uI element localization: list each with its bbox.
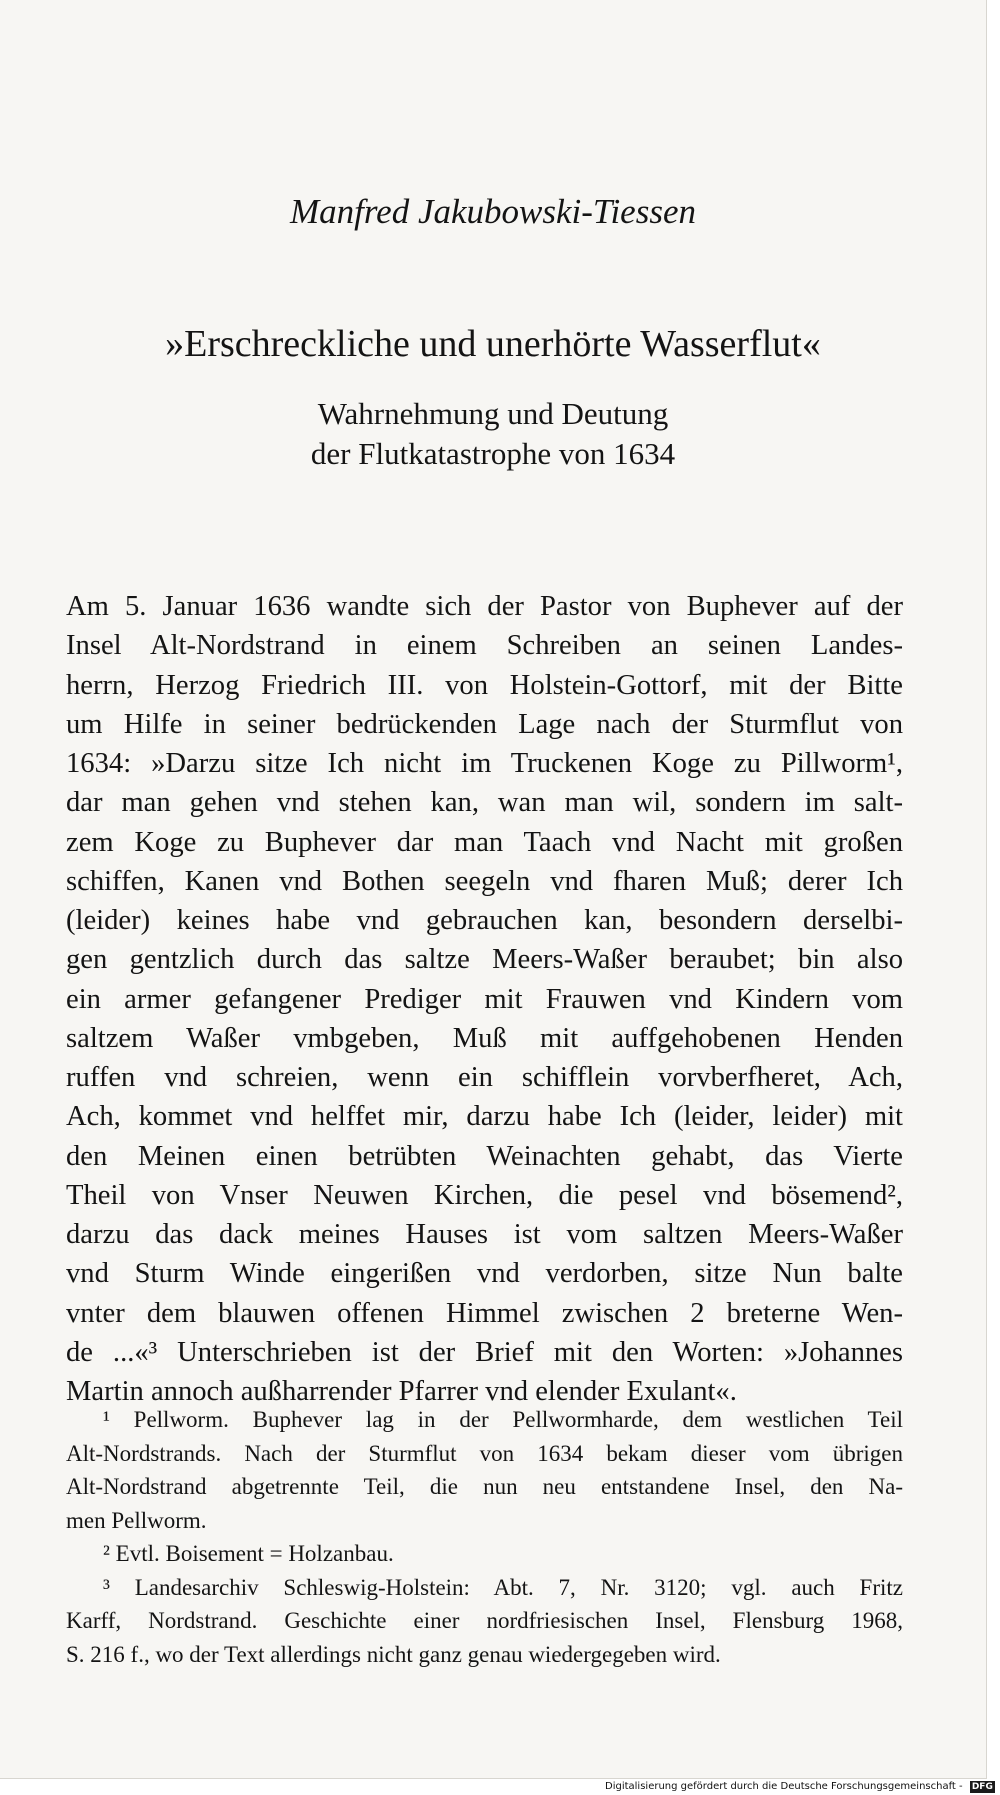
footnote-line: Alt-Nordstrands. Nach der Sturmflut von 1634 bekam dieser vom übrigen [66,1440,903,1466]
body-line: gen gentzlich durch das saltze Meers-Waßer beraubet; bin also [66,944,903,976]
body-line: saltzem Waßer vmbgeben, Muß mit auffgehobenen Henden [66,1022,903,1054]
subtitle-line: der Flutkatastrophe von 1634 [310,436,676,471]
body-line: zem Koge zu Buphever dar man Taach vnd Nacht mit großen [66,826,903,858]
footnote-line: Alt-Nordstrand abgetrennte Teil, die nun neu entstandene Insel, den Na- [66,1474,903,1499]
subtitle-line: Wahrnehmung und Deutung [317,396,669,431]
footnote-line: Karff, Nordstrand. Geschichte einer nordfriesischen Insel, Flensburg 1968, [66,1608,903,1633]
body-line: Martin annoch außharrender Pfarrer vnd elender Exulant«. [66,1376,737,1407]
body-line: herrn, Herzog Friedrich III. von Holstein-Gottorf, mit der Bitte [66,669,903,701]
footnotes [66,1403,903,1671]
body-line: (leider) keines habe vnd gebrauchen kan, besondern derselbi- [66,905,903,936]
body-line: den Meinen einen betrübten Weinachten gehabt, das Vierte [66,1140,903,1172]
author-name: Manfred Jakubowski-Tiessen [289,192,696,231]
body-line: ein armer gefangener Prediger mit Frauwen vnd Kindern vom [66,983,903,1015]
body-line: ruffen vnd schreien, wenn ein schifflein vorvberfheret, Ach, [66,1062,903,1093]
body-line: dar man gehen vnd stehen kan, wan man wil, sondern im salt- [66,787,903,819]
body-line: Theil von Vnser Neuwen Kirchen, die pesel vnd bösemend², [66,1179,903,1211]
body-line: vnd Sturm Winde eingerißen vnd verdorben, sitze Nun balte [66,1258,903,1290]
digitization-credit [605,1779,1000,1795]
body-line: darzu das dack meines Hauses ist vom saltzen Meers-Waßer [66,1219,903,1250]
body-line: vnter dem blauwen offenen Himmel zwischen 2 breterne Wen- [66,1297,903,1329]
footnote-line: ² Evtl. Boisement = Holzanbau. [103,1541,394,1566]
body-line: 1634: »Darzu sitze Ich nicht im Truckenen Koge zu Pillworm¹, [66,748,903,779]
dfg-logo: DFG [971,1782,993,1792]
footnote-line: S. 216 f., wo der Text allerdings nicht ganz genau wiedergegeben wird. [66,1641,721,1667]
footnote-line: ³ Landesarchiv Schleswig-Holstein: Abt. 7, Nr. 3120; vgl. auch Fritz [103,1574,903,1600]
body-line: de ...«³ Unterschrieben ist der Brief mit den Worten: »Johannes [66,1336,903,1368]
body-line: Am 5. Januar 1636 wandte sich der Pastor von Buphever auf der [66,591,903,622]
footnote-line: men Pellworm. [66,1507,207,1533]
body-line: schiffen, Kanen vnd Bothen seegeln vnd fharen Muß; derer Ich [66,865,903,897]
body-text [66,587,903,1411]
chapter-title: »Erschreckliche und unerhörte Wasserflut« [165,323,821,365]
credit-text: Digitalisierung gefördert durch die Deutsche Forschungsgemeinschaft - [605,1781,963,1792]
body-line: Ach, kommet vnd helffet mir, darzu habe Ich (leider, leider) mit [66,1101,903,1133]
chapter-subtitle [0,394,986,474]
body-line: Insel Alt-Nordstrand in einem Schreiben an seinen Landes- [66,630,903,662]
body-line: um Hilfe in seiner bedrückenden Lage nach der Sturmflut von [66,708,903,740]
footnote-line: ¹ Pellworm. Buphever lag in der Pellwormharde, dem westlichen Teil [103,1407,903,1432]
